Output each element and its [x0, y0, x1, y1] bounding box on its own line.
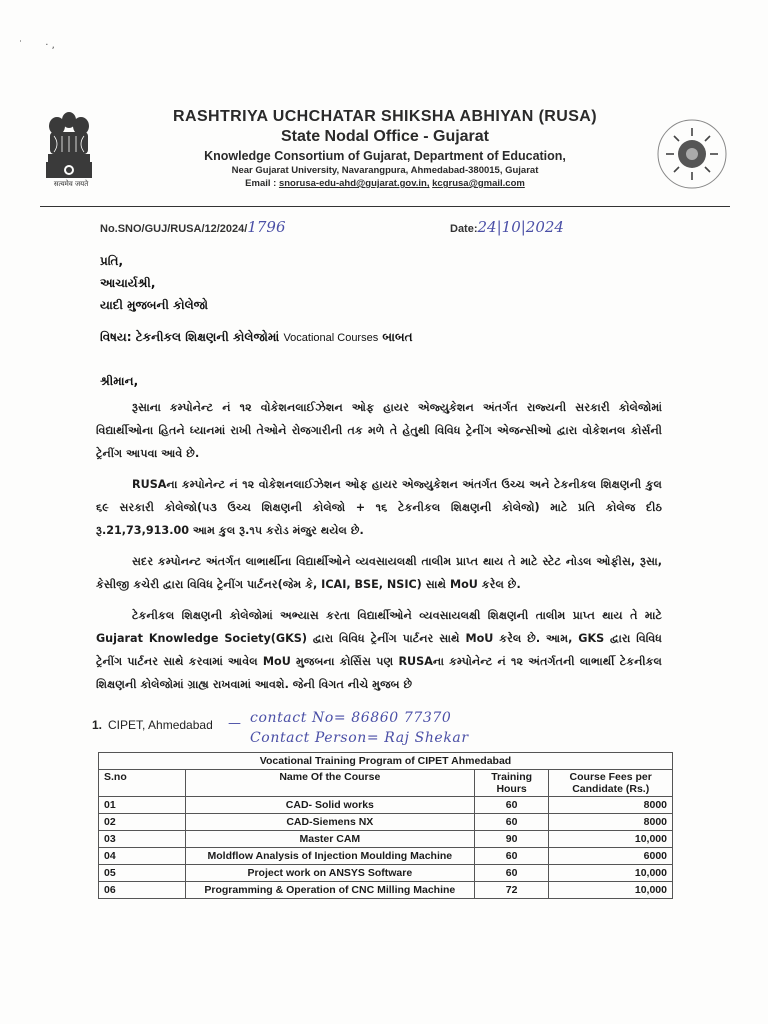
letterhead-text: [110, 108, 660, 189]
cell-course-fee: 10,000: [549, 865, 673, 882]
rusa-logo-icon: [654, 116, 730, 192]
cell-training-hours: 60: [474, 797, 549, 814]
email-link-2[interactable]: kcgrusa@gmail.com: [432, 178, 525, 189]
body-paragraph-2: RUSAના કમ્પોનેન્ટ નં ૧૨ વોકેશનલાઈઝેશન ઓફ હાયર એજ્યુકેશન અંતર્ગત ઉચ્ચ અને ટેકનીકલ શિક્ષણની કુલ ૬૯ સરકારી કોલેજો(૫૩ ઉચ્ચ શિક્ષણની કોલેજો + ૧૬ ટેકનીકલ શિક્ષણની કોલેજો) માટે પ્રતિ કોલેજ દીઠ રૂ.21,73,913.00 આમ કુલ રૂ.૧૫ કરોડ મંજુર થયેલ છે.: [96, 478, 662, 537]
cell-course-name: CAD-Siemens NX: [185, 814, 474, 831]
table-title-row: [99, 753, 673, 770]
recipient-line: આચાર્યશ્રી,: [100, 276, 156, 290]
cell-course-fee: 10,000: [549, 882, 673, 899]
cell-sno: 03: [99, 831, 186, 848]
cell-sno: 02: [99, 814, 186, 831]
cell-course-name: Moldflow Analysis of Injection Moulding Machine: [185, 848, 474, 865]
scan-specks: ˙ · ,: [18, 40, 55, 51]
body-paragraph-4: ટેકનીકલ શિક્ષણની કોલેજોમાં અભ્યાસ કરતા વિદ્યાર્થીઓને વ્યવસાયલક્ષી શિક્ષણની તાલીમ પ્રાપ્ત થાય તે માટે Gujarat Knowledge Society(GKS) દ્વારા વિવિધ ટ્રેનીંગ પાર્ટનર સાથે MoU કરેલ છે. આમ, GKS દ્વારા વિવિધ ટ્રેનીંગ પાર્ટનર સાથે કરવામાં આવેલ MoU મુજબના કોર્સિસ પણ RUSAના કમ્પોનેન્ટ નં ૧૨ અંતર્ગતની લાભાર્થી ટેકનીકલ શિક્ષણની કોલેજોમાં ગ્રાહ્ય રાખવામાં આવશે. જેની વિગત નીચે મુજબ છે: [96, 609, 662, 691]
cell-course-fee: 6000: [549, 848, 673, 865]
handwritten-dash: —: [228, 716, 241, 731]
reference-number-label: No.SNO/GUJ/RUSA/12/2024/: [100, 223, 248, 235]
course-table: [98, 752, 673, 899]
organization-name: RASHTRIYA UCHCHATAR SHIKSHA ABHIYAN (RUSA): [173, 108, 597, 125]
table-row: [99, 865, 673, 882]
cell-course-name: CAD- Solid works: [185, 797, 474, 814]
cell-training-hours: 90: [474, 831, 549, 848]
table-title: Vocational Training Program of CIPET Ahmedabad: [99, 753, 673, 770]
cell-training-hours: 60: [474, 865, 549, 882]
cell-sno: 05: [99, 865, 186, 882]
cell-course-name: Programming & Operation of CNC Milling Machine: [185, 882, 474, 899]
recipient-block: [100, 250, 208, 316]
table-row: [99, 831, 673, 848]
subject-line: [100, 330, 413, 345]
emblem-caption: सत्यमेव जयते: [53, 180, 89, 188]
email-link-1[interactable]: snorusa-edu-ahd@gujarat.gov.in,: [278, 178, 430, 189]
cell-course-fee: 10,000: [549, 831, 673, 848]
subject-prefix: વિષય: ટેકનીકલ શિક્ષણની કોલેજોમાં: [100, 330, 280, 344]
cell-course-name: Master CAM: [185, 831, 474, 848]
cell-training-hours: 60: [474, 814, 549, 831]
cell-sno: 04: [99, 848, 186, 865]
header-sno: S.no: [99, 770, 186, 797]
table-row: [99, 848, 673, 865]
subject-english: Vocational Courses: [283, 332, 379, 344]
table-row: [99, 797, 673, 814]
office-address: Near Gujarat University, Navarangpura, Ahmedabad-380015, Gujarat: [231, 165, 539, 176]
body-paragraph-3: સદર કમ્પોનન્ટ અંતર્ગત લાભાર્થીના વિદ્યાર્થીઓને વ્યવસાયલક્ષી તાલીમ પ્રાપ્ત થાય તે માટે સ્ટેટ નોડલ ઓફીસ, રૂસા, કેસીજી કચેરી દ્વારા વિવિધ ટ્રેનીંગ પાર્ટનર(જેમ કે, ICAI, BSE, NSIC) સાથે MoU કરેલ છે.: [96, 555, 662, 591]
email-line: [110, 178, 660, 189]
cell-training-hours: 60: [474, 848, 549, 865]
table-header-row: [99, 770, 673, 797]
table-row: [99, 814, 673, 831]
body-paragraph-1: રૂસાના કમ્પોનેન્ટ નં ૧૨ વોકેશનલાઈઝેશન ઓફ હાયર એજ્યુકેશન અંતર્ગત રાજ્યની સરકારી કોલેજોમાં વિદ્યાર્થીઓના હિતને ધ્યાનમાં રાખી તેઓને રોજગારીની તક મળે તે હેતુથી વિવિધ ટ્રેનીંગ એજન્સીઓ દ્વારા વોકેશનલ કોર્સની ટ્રેનીંગ આપવા આવે છે.: [96, 401, 662, 460]
cell-course-name: Project work on ANSYS Software: [185, 865, 474, 882]
section-title: CIPET, Ahmedabad: [108, 718, 213, 732]
handwritten-contact-person: Contact Person= Raj Shekar: [250, 730, 469, 746]
table-row: [99, 882, 673, 899]
cell-sno: 06: [99, 882, 186, 899]
section-heading: [92, 718, 213, 732]
cell-training-hours: 72: [474, 882, 549, 899]
letterhead: [40, 100, 730, 207]
office-name: State Nodal Office - Gujarat: [280, 128, 490, 145]
reference-number-handwritten: 1796: [247, 218, 286, 236]
section-number: 1.: [92, 718, 103, 732]
recipient-list-line: યાદી મુજબની કોલેજો: [100, 298, 208, 312]
date-handwritten: 24|10|2024: [477, 218, 564, 236]
date-label: Date:: [450, 223, 478, 235]
handwritten-contact-number: contact No= 86860 77370: [250, 710, 452, 726]
subject-suffix: બાબત: [382, 330, 413, 344]
cell-course-fee: 8000: [549, 814, 673, 831]
cell-course-fee: 8000: [549, 797, 673, 814]
letter-body: [96, 396, 662, 700]
letter-date: [450, 218, 564, 236]
email-label: Email :: [245, 178, 277, 189]
header-course-fees: Course Fees per Candidate (Rs.): [549, 770, 673, 797]
header-course-name: Name Of the Course: [185, 770, 474, 797]
salutation: શ્રીમાન,: [100, 374, 139, 388]
consortium-name: Knowledge Consortium of Gujarat, Department of Education,: [204, 149, 566, 163]
reference-number: [100, 218, 286, 236]
header-training-hours: Training Hours: [474, 770, 549, 797]
cell-sno: 01: [99, 797, 186, 814]
to-line: પ્રતિ,: [100, 254, 124, 268]
